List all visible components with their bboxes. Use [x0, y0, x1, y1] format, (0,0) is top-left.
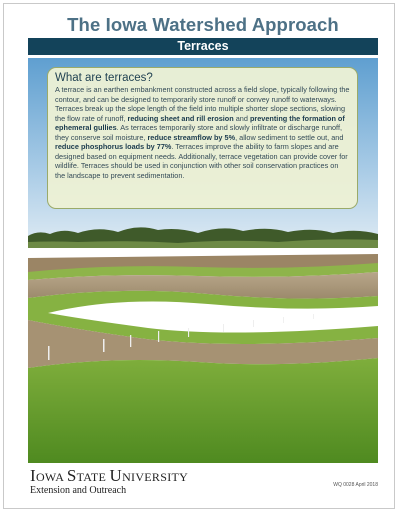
info-text-highlight: reduce streamflow by 5%	[147, 132, 236, 142]
university-name-initial: I	[30, 466, 36, 485]
publication-code: WQ 0028 April 2018	[333, 482, 378, 488]
info-text-highlight: reduce phosphorus loads by 77%	[55, 142, 172, 151]
info-text-highlight: preventing the formation of ephemeral gullies	[55, 113, 345, 132]
info-text-segment: . As terraces temporarily store and slowly infiltrate or discharge runoff, they conserve soil moisture,	[55, 123, 343, 142]
info-paragraph	[55, 85, 350, 180]
info-text-segment: and	[233, 113, 250, 123]
university-name-text: TATE	[76, 470, 110, 484]
info-heading: What are terraces?	[55, 72, 153, 84]
university-name-initial: S	[66, 466, 77, 485]
info-text-highlight: reducing sheet and rill erosion	[127, 113, 234, 123]
department-name: Extension and Outreach	[30, 485, 127, 496]
university-name	[30, 468, 188, 485]
isu-logo	[30, 468, 188, 497]
university-name-text: OWA	[35, 470, 67, 484]
university-name-initial: U	[109, 466, 123, 485]
info-text-segment: . Terraces improve the ability to farm slopes and are designed based on equipment needs. Additionally, terrace vegetation can provide cover for wildlife. Terraces should be used in conjunction with other soil conservation practices on the landscape to prevent sedimentation.	[55, 142, 348, 180]
info-text-segment: , allow sediment to settle out, and	[235, 132, 344, 142]
page-title: The Iowa Watershed Approach	[67, 14, 339, 35]
info-text-segment: A terrace is an earthen embankment constructed across a field slope, typically following the contour, and can be designed to temporarily store runoff or convey runoff to waterways. Terraces break up the slope length of the field into multiple shorter slope sections, slowing the flow rate of runoff,	[55, 85, 350, 123]
subtitle-banner: Terraces	[28, 38, 378, 55]
university-name-text: NIVERSITY	[122, 470, 189, 484]
info-box	[47, 67, 358, 209]
